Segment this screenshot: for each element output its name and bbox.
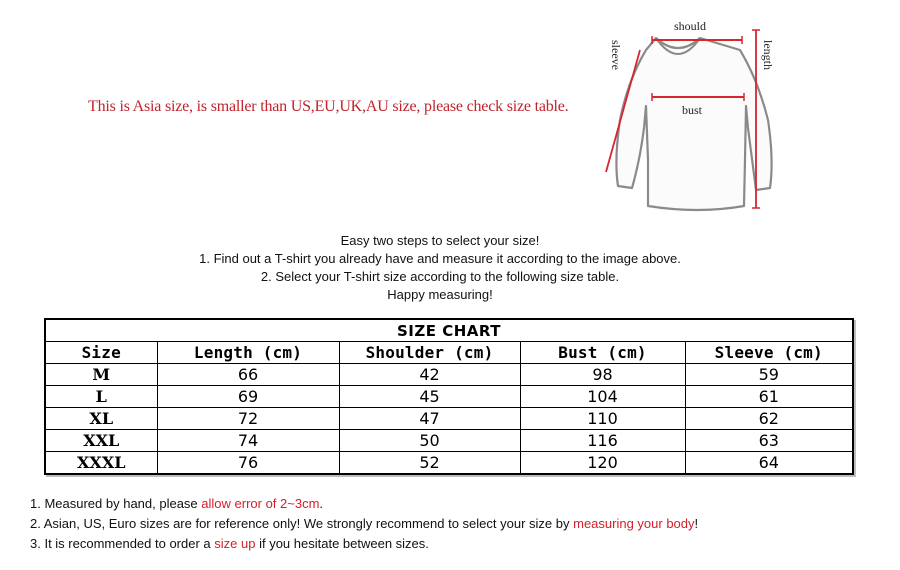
- asia-size-note: This is Asia size, is smaller than US,EU,UK,AU size, please check size table.: [88, 98, 569, 115]
- note-text: 2. Asian, US, Euro sizes are for reference only! We strongly recommend to select your size by: [30, 516, 574, 531]
- note-text: 1. Measured by hand, please: [30, 496, 202, 511]
- column-header: Sleeve (cm): [685, 342, 853, 364]
- size-notes: [30, 494, 698, 554]
- shoulder-cell: 52: [339, 452, 520, 475]
- shoulder-cell: 42: [339, 364, 520, 386]
- note-text: !: [694, 516, 699, 531]
- size-cell: XXXL: [45, 452, 157, 475]
- measuring-instructions: [0, 232, 880, 304]
- bust-cell: 98: [520, 364, 685, 386]
- sleeve-cell: 61: [685, 386, 853, 408]
- size-cell: M: [45, 364, 157, 386]
- column-header: Length (cm): [157, 342, 339, 364]
- size-chart-title: SIZE CHART: [45, 319, 853, 342]
- table-row: [45, 452, 853, 475]
- table-row: [45, 408, 853, 430]
- sleeve-cell: 59: [685, 364, 853, 386]
- size-cell: XL: [45, 408, 157, 430]
- note-line: [30, 534, 698, 554]
- length-cell: 74: [157, 430, 339, 452]
- bust-cell: 116: [520, 430, 685, 452]
- shoulder-cell: 45: [339, 386, 520, 408]
- size-cell: XXL: [45, 430, 157, 452]
- column-header: Size: [45, 342, 157, 364]
- shirt-illustration: [588, 10, 788, 220]
- bust-cell: 120: [520, 452, 685, 475]
- size-chart-table: [44, 318, 854, 475]
- column-header: Bust (cm): [520, 342, 685, 364]
- shoulder-cell: 50: [339, 430, 520, 452]
- note-highlight: allow error of 2~3cm: [201, 496, 320, 511]
- length-cell: 69: [157, 386, 339, 408]
- note-text: 3. It is recommended to order a: [30, 536, 215, 551]
- instruction-line: Happy measuring!: [387, 287, 493, 302]
- instruction-line: 1. Find out a T-shirt you already have and measure it according to the image above.: [199, 251, 681, 266]
- table-row: [45, 430, 853, 452]
- note-text: .: [319, 496, 324, 511]
- bust-cell: 104: [520, 386, 685, 408]
- instruction-line: Easy two steps to select your size!: [340, 233, 540, 248]
- note-text: if you hesitate between sizes.: [255, 536, 429, 551]
- table-row: [45, 386, 853, 408]
- instruction-line: 2. Select your T-shirt size according to the following size table.: [260, 269, 620, 284]
- shirt-measurement-diagram: [588, 10, 788, 220]
- sleeve-cell: 62: [685, 408, 853, 430]
- length-cell: 66: [157, 364, 339, 386]
- column-header: Shoulder (cm): [339, 342, 520, 364]
- length-label: length: [761, 40, 775, 70]
- note-line: [30, 514, 698, 534]
- note-highlight: size up: [214, 536, 256, 551]
- note-line: [30, 494, 698, 514]
- sleeve-cell: 63: [685, 430, 853, 452]
- table-header-row: [45, 342, 853, 364]
- table-row: [45, 364, 853, 386]
- length-cell: 76: [157, 452, 339, 475]
- bust-label: bust: [682, 103, 703, 117]
- shoulder-cell: 47: [339, 408, 520, 430]
- note-highlight: measuring your body: [573, 516, 695, 531]
- shoulder-label: should: [674, 19, 707, 33]
- bust-cell: 110: [520, 408, 685, 430]
- size-cell: L: [45, 386, 157, 408]
- length-cell: 72: [157, 408, 339, 430]
- sleeve-label: sleeve: [609, 40, 623, 70]
- sleeve-cell: 64: [685, 452, 853, 475]
